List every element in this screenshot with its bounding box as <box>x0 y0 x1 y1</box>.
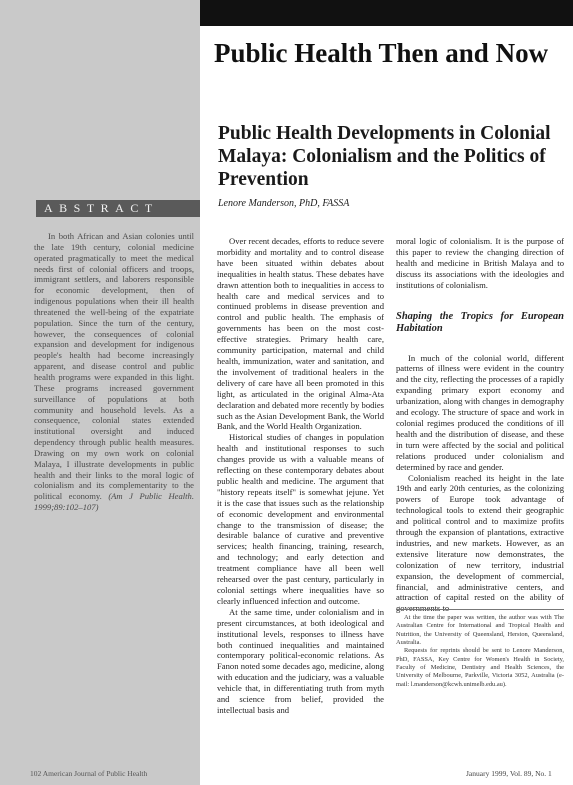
abstract-body: In both African and Asian colonies until the late 19th century, colonial medicine operated pragmatically to meet the medical needs first of colonial officers and troops, immigrant settlers, and laborers responsible for economic development, then of indigenous populations when their ill health threatened the well-being of the expatriate population. Since the turn of the century, however, the consequences of colonial expansion and development for indigenous people's health had become increasingly apparent, and disease control and public health programs were expanded in this light. These programs increased government surveillance of populations at both community and household levels. As a consequence, colonial states extended institutional oversight and induced dependency through public health measures. Drawing on my own work on colonial Malaya, I illustrate developments in public health and their links to the moral logic of colonialism and its complementarity to the political economy. <box>34 231 194 502</box>
reprint-note: Requests for reprints should be sent to Lenore Manderson, PhD, FASSA, Key Centre for Women's Health in Society, Faculty of Medicine, Dentistry and Health Sciences, the University of Melbourne, Parkville, Victoria 3052, Australia (e-mail: l.manderson@kcwh.unimelb.edu.au). <box>396 647 564 688</box>
footer-journal: 102 American Journal of Public Health <box>30 769 148 778</box>
section-title: Public Health Then and Now <box>214 38 549 68</box>
abstract-heading: ABSTRACT <box>36 200 200 217</box>
article-title: Public Health Developments in Colonial Malaya: Colonialism and the Politics of Prevention <box>218 123 551 190</box>
body-column-1 <box>217 236 384 716</box>
abstract-citation: (Am J Public Health. 1999;89:102–107) <box>34 491 194 513</box>
footnote-rule <box>396 609 564 610</box>
section-subheading: Shaping the Tropics for European Habitation <box>396 310 564 334</box>
body-paragraph: Colonialism reached its height in the late 19th and early 20th centuries, as the colonizing powers of Europe took advantage of technological tools to extend their geographic and political control and to maximize profits through the expansion of plantations, extractive industries, and new markets. However, as an extensive literature now demonstrates, the colonization of new territory, industrial expansion, the development of commercial, financial, and administrative centers, and attraction of capital rested on the ability of governments to <box>396 472 564 614</box>
body-paragraph: At the same time, under colonialism and in present circumstances, at both ideological and institutional levels, responses to illness have both continued inequalities and maintained contemporary political-economic relations. As Fanon noted some decades ago, medicine, along with education and the judiciary, was a valuable vehicle that, in differentiating truth from myth and science from belief, provided the intellectual basis and <box>217 606 384 715</box>
affiliation-note: At the time the paper was written, the author was with The Australian Centre for International and Tropical Health and Nutrition, the University of Queensland, Herston, Queensland, Australia. <box>396 614 564 647</box>
header-bar <box>200 0 573 26</box>
body-paragraph: In much of the colonial world, different patterns of illness were evident in the country and the city, reflecting the processes of a rapidly expanding primary export economy and urbanization, along with changes in demography and ecology. The structure of space and work in colonial regimes produced the conditions of ill health and the distribution of disease, and these in turn were affected by the social and political relations produced under colonialism and determined by race and gender. <box>396 352 564 472</box>
author-line: Lenore Manderson, PhD, FASSA <box>218 198 350 209</box>
body-paragraph: Over recent decades, efforts to reduce severe morbidity and mortality and to control disease have been situated within debates about inequalities in health status. These debates have drawn attention both to inequalities in access to health care and medical services and to continued problems in disease prevention and control and public health. The emphasis of governments has been on the most cost-effective strategies. Primary health care, community participation, maternal and child health, immunization, water and sanitation, and the involvement of traditional healers in the delivery of care have all been promoted in this light, as articulated in the original Alma-Ata declaration and debated more recently by bodies such as the Asian Development Bank, the World Bank, and the World Health Organization. <box>217 236 384 432</box>
footer-issue: January 1999, Vol. 89, No. 1 <box>466 769 552 778</box>
body-paragraph: Historical studies of changes in population health and institutional responses to such changes provide us with a valuable means of reflecting on these contemporary debates about public health and medicine. The argument that "history repeats itself" is somewhat jejune. Yet it is the case that issues such as the relationship of economic development and environmental change to the transmission of disease; the desirable balance of curative and preventive services; health financing, training, research, and technology; and early detection and treatment compliance have all been well rehearsed over the past century, particularly in colonial settings where inequalities have so clearly influenced infection and outcome. <box>217 432 384 606</box>
abstract-text <box>34 231 194 513</box>
body-paragraph: moral logic of colonialism. It is the purpose of this paper to review the changing direction of health and medicine in British Malaya and to discuss its associations with the ideologies and institutions of colonialism. <box>396 236 564 290</box>
body-column-2 <box>396 236 564 614</box>
author-notes <box>396 614 564 689</box>
